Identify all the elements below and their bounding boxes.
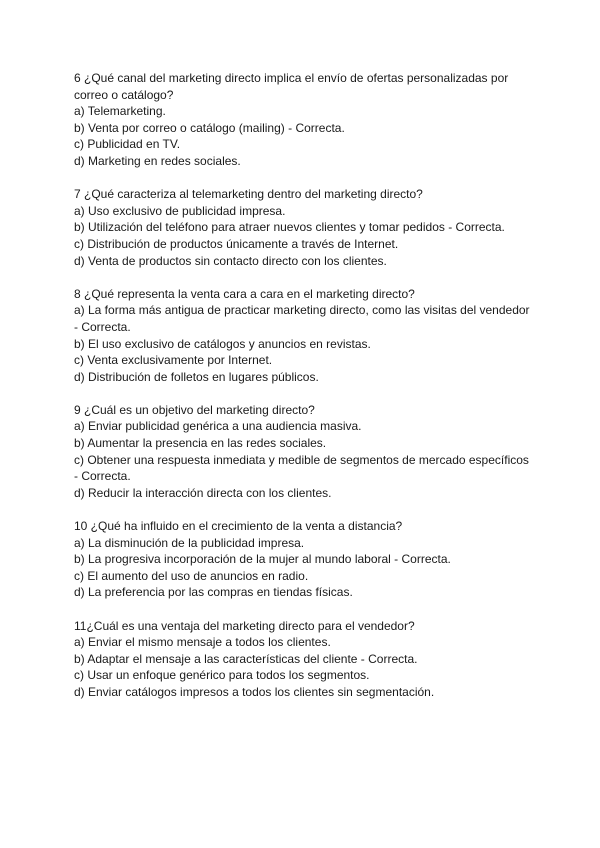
answer-option: a) La forma más antigua de practicar marketing directo, como las visitas del vendedor - Correcta. (74, 303, 530, 334)
question-title: 10 ¿Qué ha influido en el crecimiento de la venta a distancia? (74, 519, 403, 534)
answer-option: d) La preferencia por las compras en tiendas físicas. (74, 585, 353, 600)
answer-option: b) El uso exclusivo de catálogos y anuncios en revistas. (74, 336, 371, 351)
answer-option: b) Aumentar la presencia en las redes sociales. (74, 436, 327, 451)
answer-option: a) Uso exclusivo de publicidad impresa. (74, 203, 286, 218)
question-title: 7 ¿Qué caracteriza al telemarketing dentro del marketing directo? (74, 187, 423, 202)
question-6 (74, 70, 534, 170)
answer-option: c) Usar un enfoque genérico para todos los segmentos. (74, 668, 370, 683)
answer-option: c) Venta exclusivamente por Internet. (74, 353, 273, 368)
question-9 (74, 402, 534, 502)
answer-option: c) Publicidad en TV. (74, 137, 181, 152)
question-title: 8 ¿Qué representa la venta cara a cara en el marketing directo? (74, 286, 415, 301)
answer-option: d) Venta de productos sin contacto directo con los clientes. (74, 253, 387, 268)
answer-option: c) El aumento del uso de anuncios en radio. (74, 568, 309, 583)
answer-option: d) Distribución de folletos en lugares públicos. (74, 369, 319, 384)
question-10 (74, 518, 534, 601)
question-title: 6 ¿Qué canal del marketing directo implica el envío de ofertas personalizadas por correo o catálogo? (74, 71, 509, 102)
answer-option: d) Marketing en redes sociales. (74, 153, 241, 168)
question-11 (74, 618, 534, 701)
answer-option: b) Adaptar el mensaje a las características del cliente - Correcta. (74, 651, 418, 666)
question-title: 9 ¿Cuál es un objetivo del marketing directo? (74, 402, 315, 417)
answer-option: b) Venta por correo o catálogo (mailing) - Correcta. (74, 120, 345, 135)
answer-option: a) La disminución de la publicidad impresa. (74, 535, 305, 550)
question-8 (74, 286, 534, 386)
answer-option: a) Telemarketing. (74, 104, 166, 119)
answer-option: b) La progresiva incorporación de la mujer al mundo laboral - Correcta. (74, 552, 451, 567)
question-7 (74, 186, 534, 269)
answer-option: a) Enviar el mismo mensaje a todos los clientes. (74, 635, 331, 650)
answer-option: b) Utilización del teléfono para atraer nuevos clientes y tomar pedidos - Correcta. (74, 220, 505, 235)
answer-option: c) Obtener una respuesta inmediata y medible de segmentos de mercado específicos - Correcta. (74, 452, 529, 484)
answer-option: a) Enviar publicidad genérica a una audiencia masiva. (74, 419, 362, 434)
answer-option: d) Reducir la interacción directa con los clientes. (74, 485, 332, 500)
answer-option: c) Distribución de productos únicamente a través de Internet. (74, 236, 399, 251)
answer-option: d) Enviar catálogos impresos a todos los clientes sin segmentación. (74, 684, 435, 699)
document-page (74, 70, 534, 717)
question-title: 11¿Cuál es una ventaja del marketing directo para el vendedor? (74, 618, 415, 633)
